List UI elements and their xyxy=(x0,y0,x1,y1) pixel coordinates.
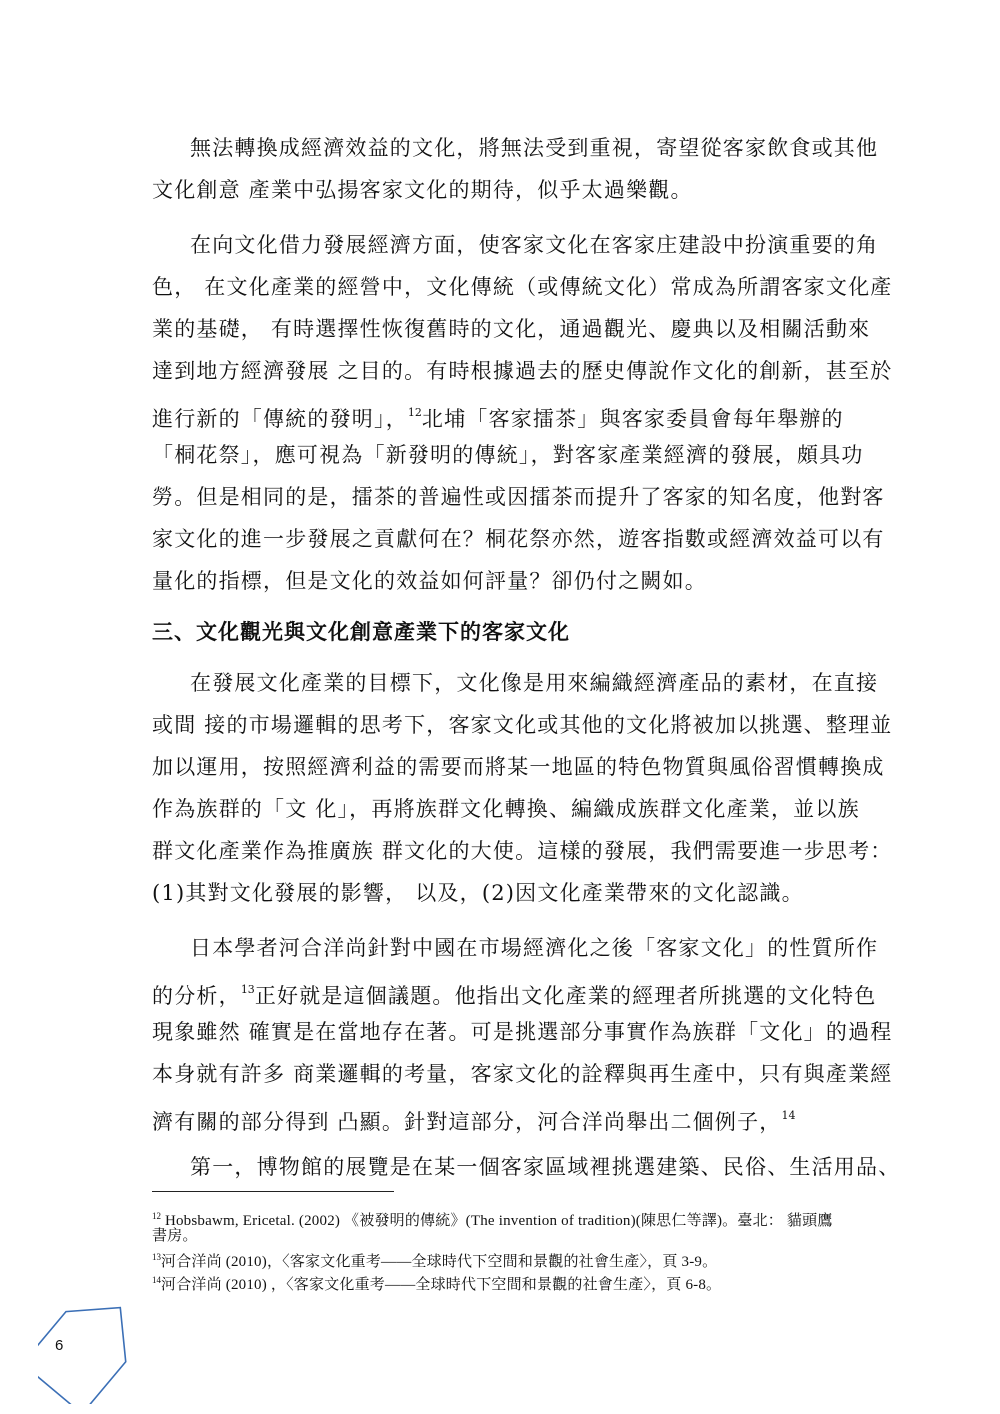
paragraph-line: 群文化產業作為推廣族 群文化的大使。這樣的發展，我們需要進一步思考： xyxy=(152,839,893,863)
footnote-14 xyxy=(152,1270,892,1295)
text-segment: 的分析， xyxy=(152,984,241,1008)
footnote-ref-14[interactable]: 14 xyxy=(781,1109,796,1122)
paragraph-line: 達到地方經濟發展 之目的。有時根據過去的歷史傳說作文化的創新，甚至於 xyxy=(152,359,893,383)
paragraph-line: 文化創意 產業中弘揚客家文化的期待，似乎太過樂觀。 xyxy=(152,178,693,202)
footnote-text: Hobsbawm, Ericetal. (2002) 《被發明的傳統》(The invention of tradition)(陳思仁等譯)。臺北： 貓頭鷹 xyxy=(161,1213,833,1229)
paragraph-line xyxy=(152,393,882,433)
paragraph-line xyxy=(152,970,882,1010)
paragraph-line: 日本學者河合洋尚針對中國在市場經濟化之後「客家文化」的性質所作 xyxy=(190,936,879,960)
footnote-text: 河合洋尚 (2010) ，〈客家文化重考——全球時代下空間和景觀的社會生產〉，頁 6-8。 xyxy=(161,1277,722,1293)
paragraph-line: 或間 接的市場邏輯的思考下，客家文化或其他的文化將被加以挑選、整理並 xyxy=(152,713,893,737)
paragraph-line: 現象雖然 確實是在當地存在著。可是挑選部分事實作為族群「文化」的過程 xyxy=(152,1020,893,1044)
paragraph-line: 作為族群的「文 化」，再將族群文化轉換、編織成族群文化產業，並以族 xyxy=(152,797,860,821)
paragraph-line: 無法轉換成經濟效益的文化，將無法受到重視，寄望從客家飲食或其他 xyxy=(190,136,879,160)
text-segment: 濟有關的部分得到 凸顯。針對這部分，河合洋尚舉出二個例子， xyxy=(152,1110,782,1134)
page-number: 6 xyxy=(55,1337,64,1354)
footnote-13 xyxy=(152,1247,892,1272)
paragraph-line: 家文化的進一步發展之貢獻何在？桐花祭亦然，遊客指數或經濟效益可以有 xyxy=(152,527,885,551)
footnote-text: 河合洋尚 (2010)，〈客家文化重考——全球時代下空間和景觀的社會生產〉，頁 3-9。 xyxy=(161,1254,718,1270)
footnote-number: 14 xyxy=(152,1275,161,1285)
paragraph-line: 本身就有許多 商業邏輯的考量，客家文化的詮釋與再生產中，只有與產業經 xyxy=(152,1062,893,1086)
footnote-ref-13[interactable]: 13 xyxy=(240,983,255,996)
paragraph-line: 勞。但是相同的是，擂茶的普遍性或因擂茶而提升了客家的知名度，他對客 xyxy=(152,485,885,509)
footnote-separator xyxy=(152,1191,394,1192)
footnote-12-continuation: 書房。 xyxy=(152,1228,198,1244)
text-segment: 進行新的「傳統的發明」， xyxy=(152,407,408,431)
text-segment: 北埔「客家擂茶」與客家委員會每年舉辦的 xyxy=(421,407,844,431)
text-segment: 正好就是這個議題。他指出文化產業的經理者所挑選的文化特色 xyxy=(254,984,877,1008)
paragraph-line: 「桐花祭」，應可視為「新發明的傳統」，對客家產業經濟的發展，頗具功 xyxy=(152,443,864,467)
paragraph-line: (1)其對文化發展的影響， 以及，(2)因文化產業帶來的文化認識。 xyxy=(152,881,804,905)
paragraph-line: 量化的指標，但是文化的效益如何評量？卻仍付之闕如。 xyxy=(152,569,707,593)
section-heading: 三、文化觀光與文化創意產業下的客家文化 xyxy=(152,619,570,644)
footnote-ref-12[interactable]: 12 xyxy=(407,406,422,419)
paragraph-line: 業的基礎， 有時選擇性恢復舊時的文化，通過觀光、慶典以及相關活動來 xyxy=(152,317,871,341)
paragraph-line: 加以運用，按照經濟利益的需要而將某一地區的特色物質與風俗習慣轉換成 xyxy=(152,755,885,779)
paragraph-line: 色， 在文化產業的經營中，文化傳統（或傳統文化）常成為所謂客家文化產 xyxy=(152,275,893,299)
page-badge-icon xyxy=(38,1292,128,1404)
paragraph-line xyxy=(152,1096,882,1136)
paragraph-line: 在發展文化產業的目標下，文化像是用來編織經濟產品的素材，在直接 xyxy=(190,671,879,695)
footnote-number: 13 xyxy=(152,1252,161,1262)
paragraph-line: 第一，博物館的展覽是在某一個客家區域裡挑選建築、民俗、生活用品、 xyxy=(190,1155,901,1179)
footnote-number: 12 xyxy=(152,1211,161,1221)
paragraph-line: 在向文化借力發展經濟方面，使客家文化在客家庄建設中扮演重要的角 xyxy=(190,233,879,257)
